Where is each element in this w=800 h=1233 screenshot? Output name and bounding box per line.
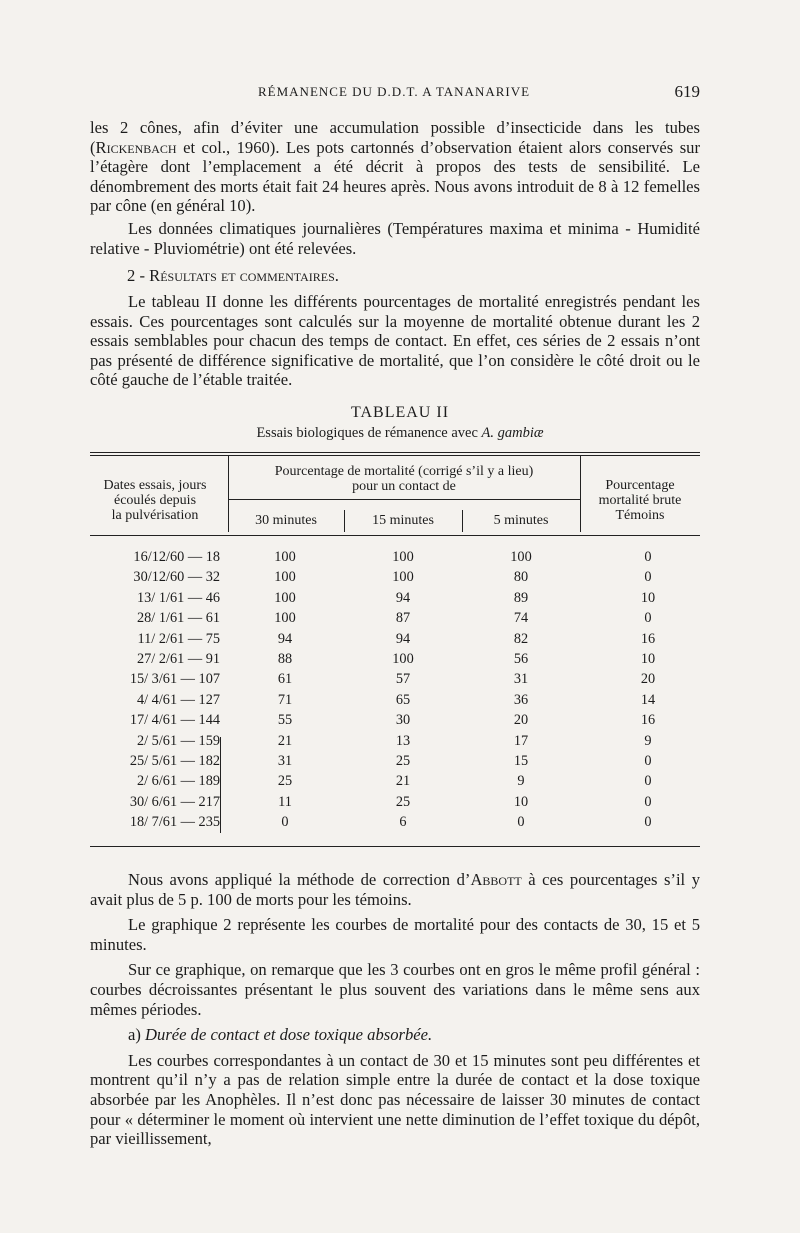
row-5min-cell: 74 xyxy=(513,610,529,627)
row-5min-cell: 100 xyxy=(510,549,532,565)
row-5min-cell: 20 xyxy=(513,712,529,729)
paragraph-7: Les courbes correspondantes à un contact de 30 et 15 minutes sont peu différentes et montrent qu’il n’y a pas de relation simple entre la durée de contact et la dose toxique absorbée par les Anophèles. Il n’est donc pas nécessaire de laisser 30 minutes de contact pour « déterminer le moment où intervient une nette diminution de l’effet toxique du dépôt, par vieillissement, xyxy=(90,1050,700,1149)
group-header-rule xyxy=(228,499,580,500)
row-date-cell: 17/ 4/61 — 144 xyxy=(129,712,220,729)
row-15min-cell: 100 xyxy=(392,549,414,565)
subsection-label: a) xyxy=(128,1025,146,1045)
row-temoins-cell: 0 xyxy=(644,549,652,565)
table-title: TABLEAU II xyxy=(350,404,450,421)
group-header-line-2: pour un contact de xyxy=(352,479,456,494)
row-date-cell: 13/ 1/61 — 46 xyxy=(136,589,220,606)
body-block-1 xyxy=(90,118,700,216)
body-block-3 xyxy=(90,292,700,390)
row-30min-cell: 100 xyxy=(274,610,296,627)
row-temoins-cell: 0 xyxy=(644,814,652,831)
row-temoins-cell: 0 xyxy=(644,610,652,627)
table-top-rule xyxy=(90,452,700,453)
group-header xyxy=(228,464,580,494)
row-30min-cell: 25 xyxy=(277,773,293,790)
row-15min-cell: 6 xyxy=(399,814,407,831)
row-30min-cell: 55 xyxy=(277,712,293,729)
subsection-title: Durée de contact et dose toxique absorbée. xyxy=(145,1025,433,1045)
row-temoins-cell: 0 xyxy=(644,793,652,810)
row-15min-cell: 65 xyxy=(395,691,411,708)
row-date-cell: 2/ 6/61 — 189 xyxy=(136,773,220,790)
col-header-dates xyxy=(90,478,220,523)
running-head xyxy=(90,82,710,106)
running-title: RÉMANENCE DU D.D.T. A TANANARIVE xyxy=(258,84,531,99)
row-5min-cell: 10 xyxy=(513,793,529,810)
col-header-temoins xyxy=(580,478,700,523)
subsection-heading xyxy=(90,1025,700,1045)
paragraph-2: Les données climatiques journalières (Températures maxima et minima - Humidité relative - Pluviométrie) ont été relevées. xyxy=(90,219,700,258)
caption-species: A. gambiæ xyxy=(481,425,544,441)
col-dates-line-2: écoulés depuis xyxy=(113,493,197,508)
row-date-cell: 16/12/60 — 18 xyxy=(133,549,220,565)
row-date-cell: 28/ 1/61 — 61 xyxy=(136,610,220,627)
row-30min-cell: 100 xyxy=(274,589,296,606)
row-5min-cell: 89 xyxy=(513,589,529,606)
row-date-cell: 2/ 5/61 — 159 xyxy=(136,732,220,749)
row-30min-cell: 31 xyxy=(277,753,293,769)
row-date-cell: 27/ 2/61 — 91 xyxy=(136,651,220,667)
row-5min-cell: 0 xyxy=(517,814,525,831)
row-date-cell: 15/ 3/61 — 107 xyxy=(129,671,220,688)
row-temoins-cell: 0 xyxy=(644,753,652,769)
para4-part-a: Nous avons appliqué la méthode de correction d’ xyxy=(128,870,471,889)
row-temoins-cell: 0 xyxy=(644,569,652,586)
para1-part-b: et col., 1960). Les pots cartonnés d’observation étaient alors conservés sur l’étagère dont l’emplacement a été décrit à propos des tests de sensibilité. Le dénombrement des morts était fait 24 heures après. Nous avons introduit de 8 à 12 femelles par cône (en général 10). xyxy=(90,137,700,216)
row-15min-cell: 13 xyxy=(395,732,411,749)
row-date-cell: 4/ 4/61 — 127 xyxy=(136,691,220,708)
paragraph-3: Le tableau II donne les différents pourcentages de mortalité enregistrés pendant les essais. Ces pourcentages sont calculés sur la moyenne de mortalité obtenue durant les 2 essais semblables pour chacun des temps de contact. En effet, ces séries de 2 essais n’ont pas présenté de différence significative de mortalité, que l’on considère le côté droit ou le côté gauche de l’étable traitée. xyxy=(90,292,700,390)
row-5min-cell: 31 xyxy=(513,671,529,688)
row-5min-cell: 82 xyxy=(513,630,529,647)
body-block-4 xyxy=(90,870,700,1149)
table-caption xyxy=(0,425,800,442)
row-5min-cell: 80 xyxy=(513,569,529,586)
row-30min-cell: 61 xyxy=(277,671,293,688)
row-date-cell: 30/12/60 — 32 xyxy=(133,569,220,586)
row-temoins-cell: 20 xyxy=(640,671,656,688)
body-divider xyxy=(220,737,221,833)
row-temoins-cell: 0 xyxy=(644,773,652,790)
row-15min-cell: 21 xyxy=(395,773,411,790)
author-rickenbach: Rickenbach xyxy=(95,137,177,157)
row-date-cell: 25/ 5/61 — 182 xyxy=(129,753,220,769)
col-header-15min: 15 minutes xyxy=(372,513,434,528)
row-30min-cell: 11 xyxy=(278,793,292,810)
row-date-cell: 30/ 6/61 — 217 xyxy=(129,793,220,810)
paragraph-6: Sur ce graphique, on remarque que les 3 courbes ont en gros le même profil général : courbes décroissantes présentant le plus souvent des variations dans le même sens aux mêmes périodes. xyxy=(90,960,700,1019)
col-temoins-line-1: Pourcentage xyxy=(605,478,675,493)
row-30min-cell: 94 xyxy=(277,630,293,647)
row-temoins-cell: 16 xyxy=(640,712,656,729)
col-header-5min: 5 minutes xyxy=(493,513,549,528)
table-bottom-rule xyxy=(90,846,700,847)
paragraph-5: Le graphique 2 représente les courbes de mortalité pour des contacts de 30, 15 et 5 minutes. xyxy=(90,915,700,954)
row-15min-cell: 87 xyxy=(395,610,411,627)
row-5min-cell: 9 xyxy=(517,773,525,790)
row-5min-cell: 15 xyxy=(513,753,529,769)
page-number: 619 xyxy=(674,82,700,101)
row-5min-cell: 36 xyxy=(513,691,529,708)
author-abbott: Abbott xyxy=(470,870,522,889)
section-heading xyxy=(127,266,339,286)
col-temoins-line-3: Témoins xyxy=(615,508,665,523)
row-date-cell: 11/ 2/61 — 75 xyxy=(137,630,220,647)
row-15min-cell: 100 xyxy=(392,569,414,586)
para4-part-b: à ces pourcentages s’il y avait plus de 5 p. 100 de morts pour les témoins. xyxy=(90,870,700,909)
row-30min-cell: 88 xyxy=(277,651,293,667)
row-temoins-cell: 9 xyxy=(644,732,652,749)
header-bottom-rule xyxy=(90,535,700,536)
row-15min-cell: 57 xyxy=(395,671,411,688)
group-header-line-1: Pourcentage de mortalité (corrigé s’il y a lieu) xyxy=(274,464,534,479)
col-header-30min: 30 minutes xyxy=(255,513,317,528)
row-15min-cell: 100 xyxy=(392,651,414,667)
row-15min-cell: 94 xyxy=(395,589,411,606)
row-30min-cell: 71 xyxy=(277,691,293,708)
row-temoins-cell: 14 xyxy=(640,691,656,708)
row-5min-cell: 56 xyxy=(513,651,529,667)
col-temoins-line-2: mortalité brute xyxy=(598,493,682,508)
row-temoins-cell: 10 xyxy=(640,589,656,606)
row-15min-cell: 25 xyxy=(395,753,411,769)
row-temoins-cell: 16 xyxy=(640,630,656,647)
row-date-cell: 18/ 7/61 — 235 xyxy=(129,814,220,831)
row-30min-cell: 0 xyxy=(281,814,289,831)
section-number: 2 - xyxy=(127,266,150,285)
row-5min-cell: 17 xyxy=(513,732,529,749)
row-15min-cell: 30 xyxy=(395,712,411,729)
table-top-rule-2 xyxy=(90,455,700,456)
col-dates-line-1: Dates essais, jours xyxy=(103,478,207,493)
mortality-table xyxy=(90,452,700,852)
para1-part-a: les 2 cônes, afin d’éviter une accumulation possible d’insecticide dans les tubes ( xyxy=(90,118,700,157)
paragraph-1 xyxy=(90,118,700,216)
body-block-2 xyxy=(90,219,700,258)
section-title: Résultats et commentaires. xyxy=(149,266,339,285)
row-15min-cell: 25 xyxy=(395,793,411,810)
row-30min-cell: 100 xyxy=(274,569,296,586)
col-dates-line-3: la pulvérisation xyxy=(111,508,199,523)
row-15min-cell: 94 xyxy=(395,630,411,647)
row-30min-cell: 100 xyxy=(274,549,296,565)
row-30min-cell: 21 xyxy=(277,732,293,749)
caption-prefix: Essais biologiques de rémanence avec xyxy=(256,425,478,441)
row-temoins-cell: 10 xyxy=(640,651,656,667)
paragraph-4 xyxy=(90,870,700,909)
